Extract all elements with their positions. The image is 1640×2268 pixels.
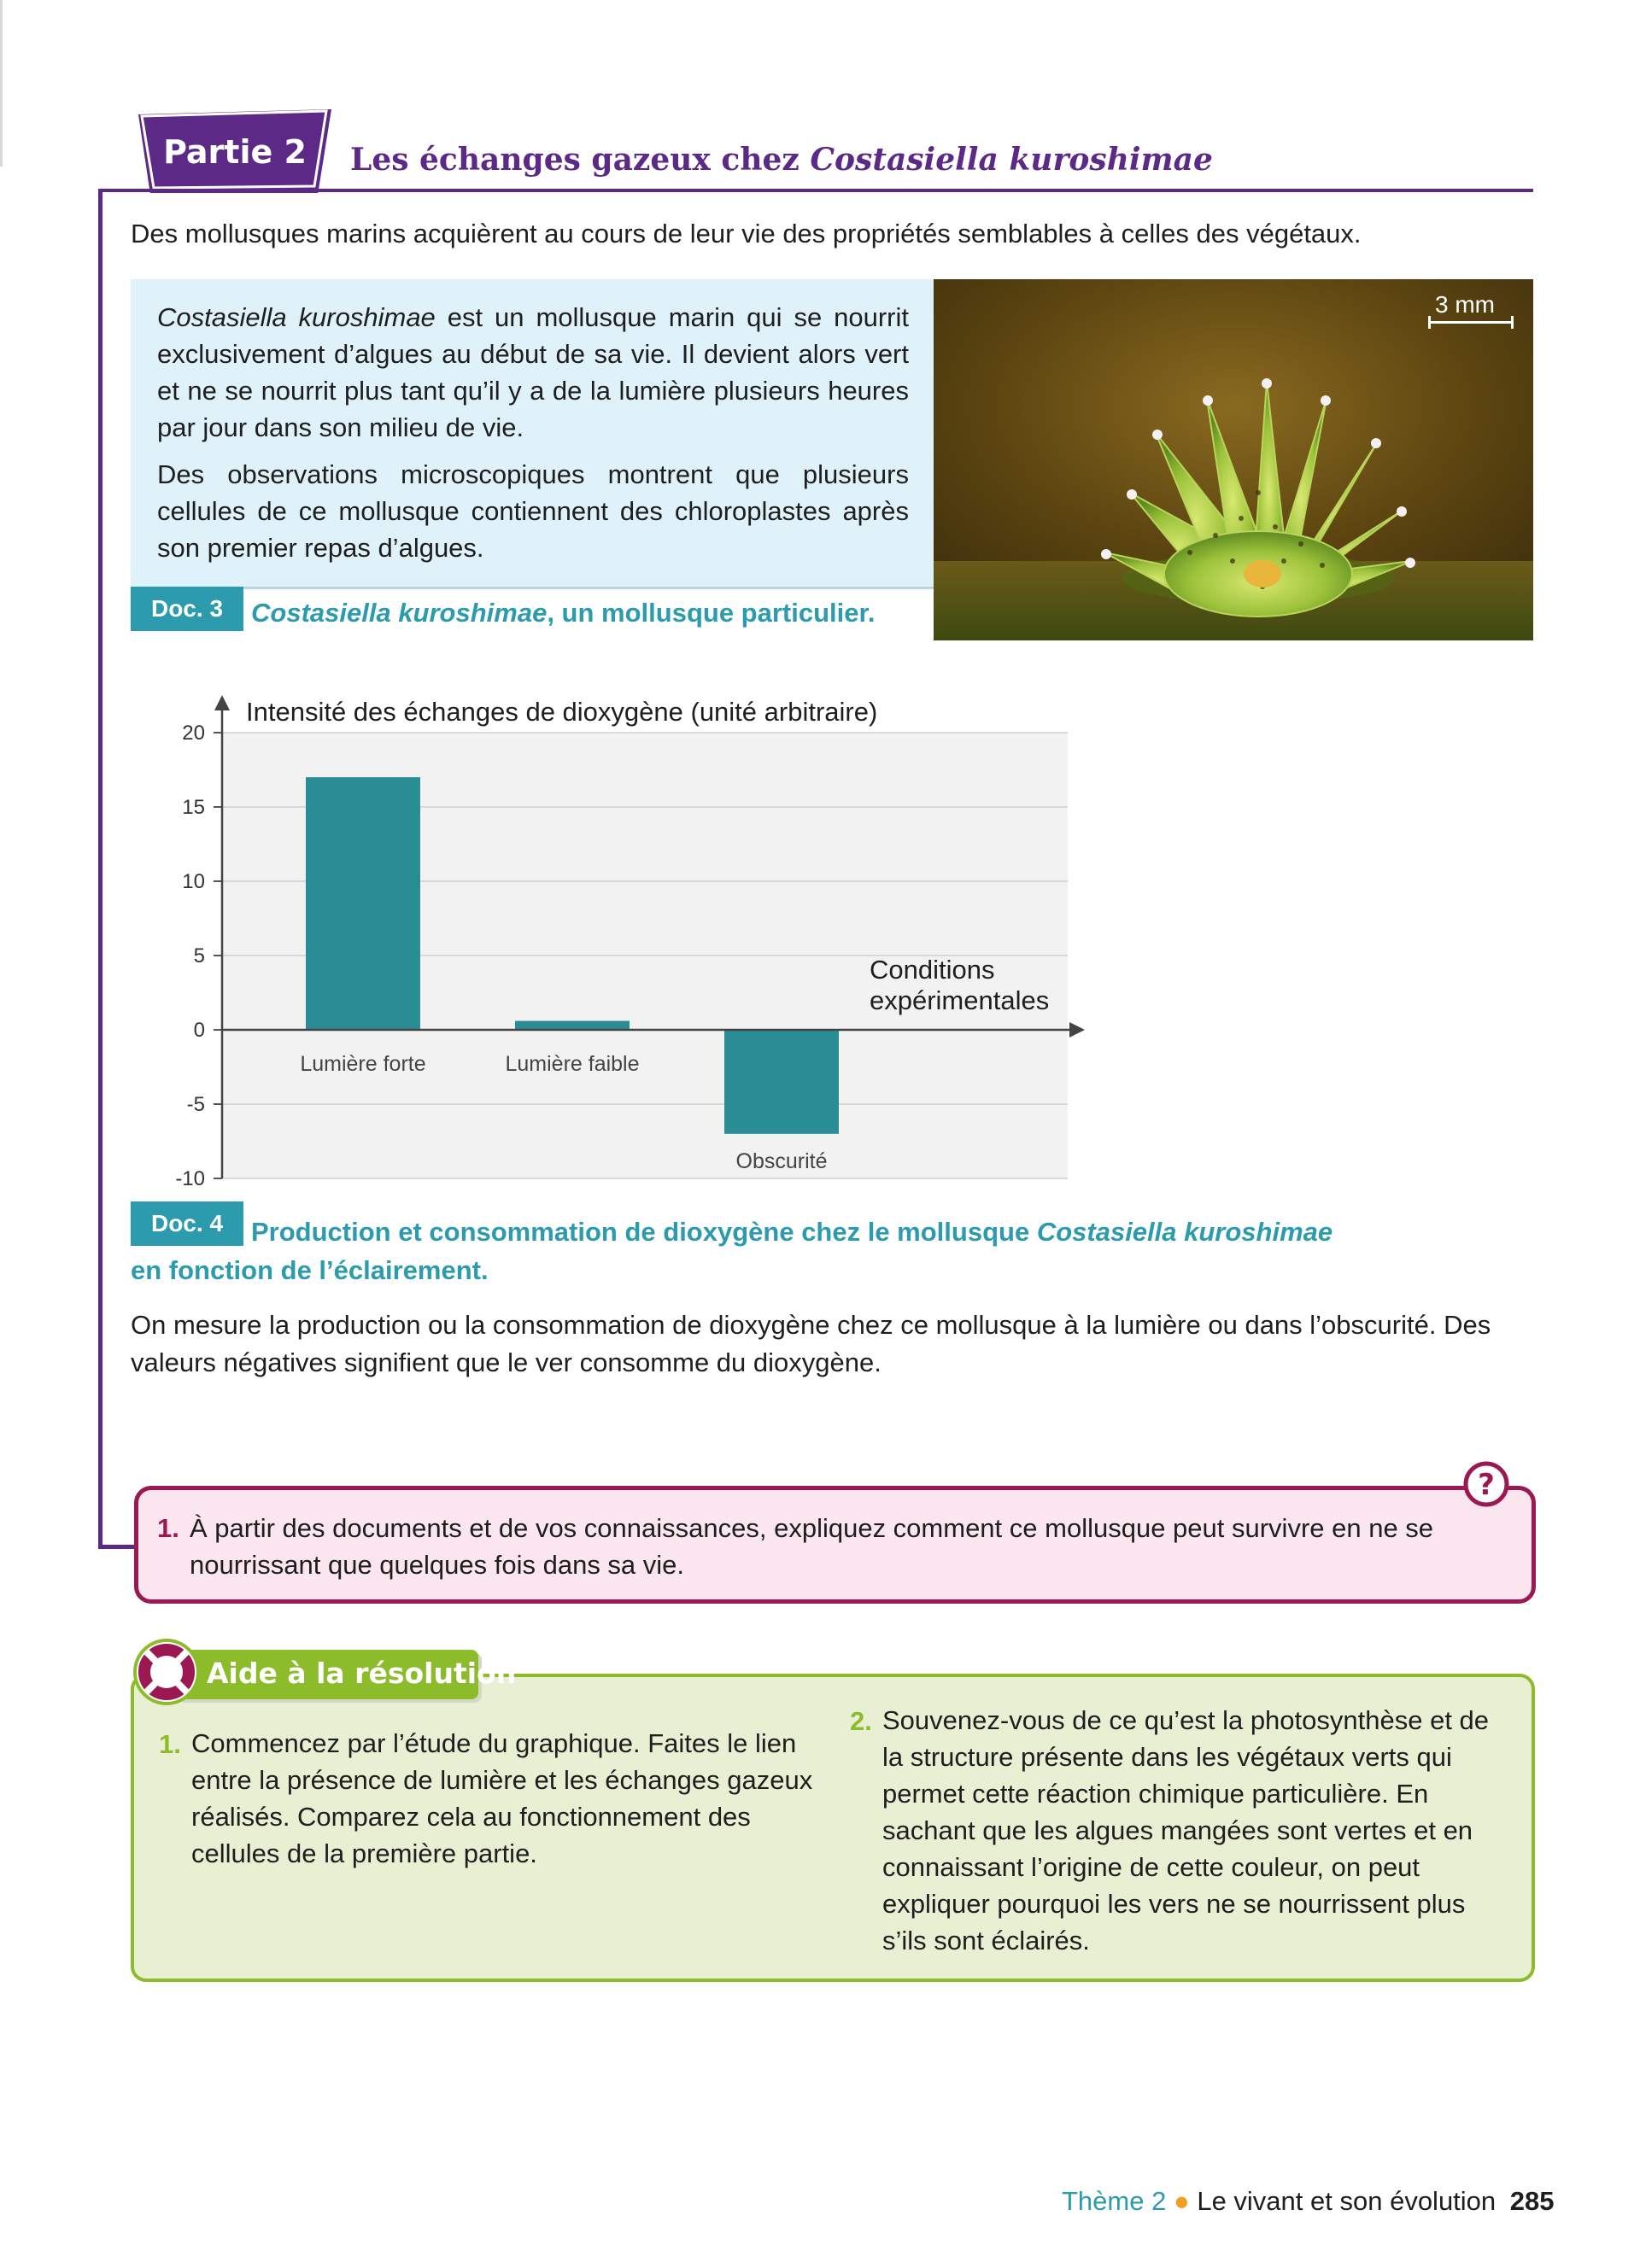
- doc4-tag: Doc. 4: [131, 1201, 243, 1246]
- category-label: Lumière faible: [505, 1052, 640, 1076]
- doc3-caption: [251, 598, 875, 628]
- section-title-prefix: Les échanges gazeux chez: [350, 142, 811, 178]
- doc4-caption-line1: [251, 1217, 1332, 1248]
- page-footer: [1062, 2186, 1555, 2217]
- section-title: [350, 142, 1213, 178]
- scale-label: 3 mm: [1435, 291, 1495, 318]
- y-axis-label: Intensité des échanges de dioxygène (unité arbitraire): [246, 697, 878, 727]
- doc3-paragraph-2: Des observations microscopiques montrent que plusieurs cellules de ce mollusque contiennent des chloroplastes après son premier repas d’algues.: [157, 459, 909, 563]
- footer-theme: Thème 2: [1062, 2186, 1167, 2216]
- category-label: Lumière forte: [300, 1052, 426, 1076]
- doc3-paragraph-1: [157, 299, 909, 446]
- doc3-caption-species: Costasiella kuroshimae: [251, 598, 548, 628]
- section-frame-left: [98, 189, 102, 1549]
- doc4-text: On mesure la production ou la consommation de dioxygène chez ce mollusque à la lumière ou dans l’obscurité. Des valeurs négatives signifient que le ver consomme du dioxygène.: [131, 1310, 1491, 1377]
- doc3-caption-rule: [243, 587, 934, 589]
- partie-label: Partie 2: [163, 133, 307, 171]
- svg-text:?: ?: [1478, 1468, 1495, 1502]
- bar: [515, 1021, 630, 1030]
- mollusc-photo: [934, 279, 1533, 640]
- y-tick-label: 5: [193, 944, 205, 967]
- x-axis-label-line: expérimentales: [870, 985, 1050, 1015]
- doc4-caption-species: Costasiella kuroshimae: [1036, 1217, 1333, 1247]
- footer-title: Le vivant et son évolution: [1197, 2186, 1496, 2216]
- y-tick-label: 0: [193, 1019, 205, 1042]
- y-tick-label: -5: [186, 1093, 205, 1116]
- y-axis-arrow: [214, 695, 230, 710]
- intro-text: Des mollusques marins acquièrent au cours de leur vie des propriétés semblables à celles des végétaux.: [131, 219, 1362, 248]
- y-tick-label: 10: [182, 870, 205, 893]
- section-title-species: Costasiella kuroshimae: [810, 142, 1213, 178]
- oxygen-exchange-chart: [154, 692, 1093, 1195]
- bar: [306, 777, 420, 1030]
- doc3-text: [157, 299, 909, 576]
- y-tick-label: -10: [175, 1167, 205, 1190]
- aide-item1-number: 1.: [159, 1729, 181, 1759]
- doc4-caption-part1: Production et consommation de dioxygène chez le mollusque: [251, 1217, 1037, 1247]
- doc3-species: Costasiella kuroshimae: [157, 302, 436, 332]
- chart-svg: [154, 692, 1093, 1195]
- x-axis-arrow: [1069, 1022, 1085, 1038]
- aide-item2-text: Souvenez-vous de ce qu’est la photosynthèse et de la structure présente dans les végétaux verts qui permet cette réaction chimique particulière. En sachant que les algues mangées sont vertes et en connaissant l’origine de cette couleur, on peut expliquer pourquoi les vers ne se nourrissent plus s’ils sont éclairés.: [882, 1705, 1490, 1955]
- aide-title: Aide à la résolution: [207, 1657, 517, 1690]
- partie-badge: [137, 109, 333, 193]
- x-axis-label-line: Conditions: [870, 955, 995, 985]
- category-label: Obscurité: [735, 1149, 828, 1173]
- y-tick-label: 15: [182, 796, 205, 819]
- doc3-tag: Doc. 3: [131, 587, 243, 631]
- footer-dot-icon: ●: [1173, 2186, 1190, 2216]
- doc3-para1-text: est un mollusque marin qui se nourrit exclusivement d’algues au début de sa vie. Il devient alors vert et ne se nourrit plus tant qu’il y a de la lumière plusieurs heures par jour dans son milieu de vie.: [157, 302, 910, 442]
- question-number: 1.: [157, 1513, 179, 1543]
- lifebuoy-icon: [132, 1638, 201, 1706]
- mollusc-photo-image: [934, 279, 1533, 640]
- header-rule: [98, 189, 1533, 192]
- scale-tick-right: [1511, 316, 1514, 329]
- scale-tick-left: [1428, 316, 1431, 329]
- question-mark-icon: [1462, 1460, 1510, 1508]
- page-number: 285: [1509, 2186, 1555, 2216]
- aide-item2-number: 2.: [850, 1706, 872, 1736]
- doc3-caption-rest: , un mollusque particulier.: [547, 598, 876, 628]
- question-text: À partir des documents et de vos connaissances, expliquez comment ce mollusque peut survivre en ne se nourrissant que quelques fois dans sa vie.: [190, 1513, 1434, 1580]
- doc4-caption-line2: en fonction de l’éclairement.: [131, 1255, 489, 1285]
- aide-item1-text: Commencez par l’étude du graphique. Faites le lien entre la présence de lumière et les échanges gazeux réalisés. Comparez cela au fonctionnement des cellules de la première partie.: [191, 1728, 813, 1868]
- y-tick-label: 20: [182, 722, 205, 745]
- page-edge-mark: [0, 0, 3, 167]
- scale-bar: [1428, 321, 1514, 324]
- bar: [724, 1030, 839, 1134]
